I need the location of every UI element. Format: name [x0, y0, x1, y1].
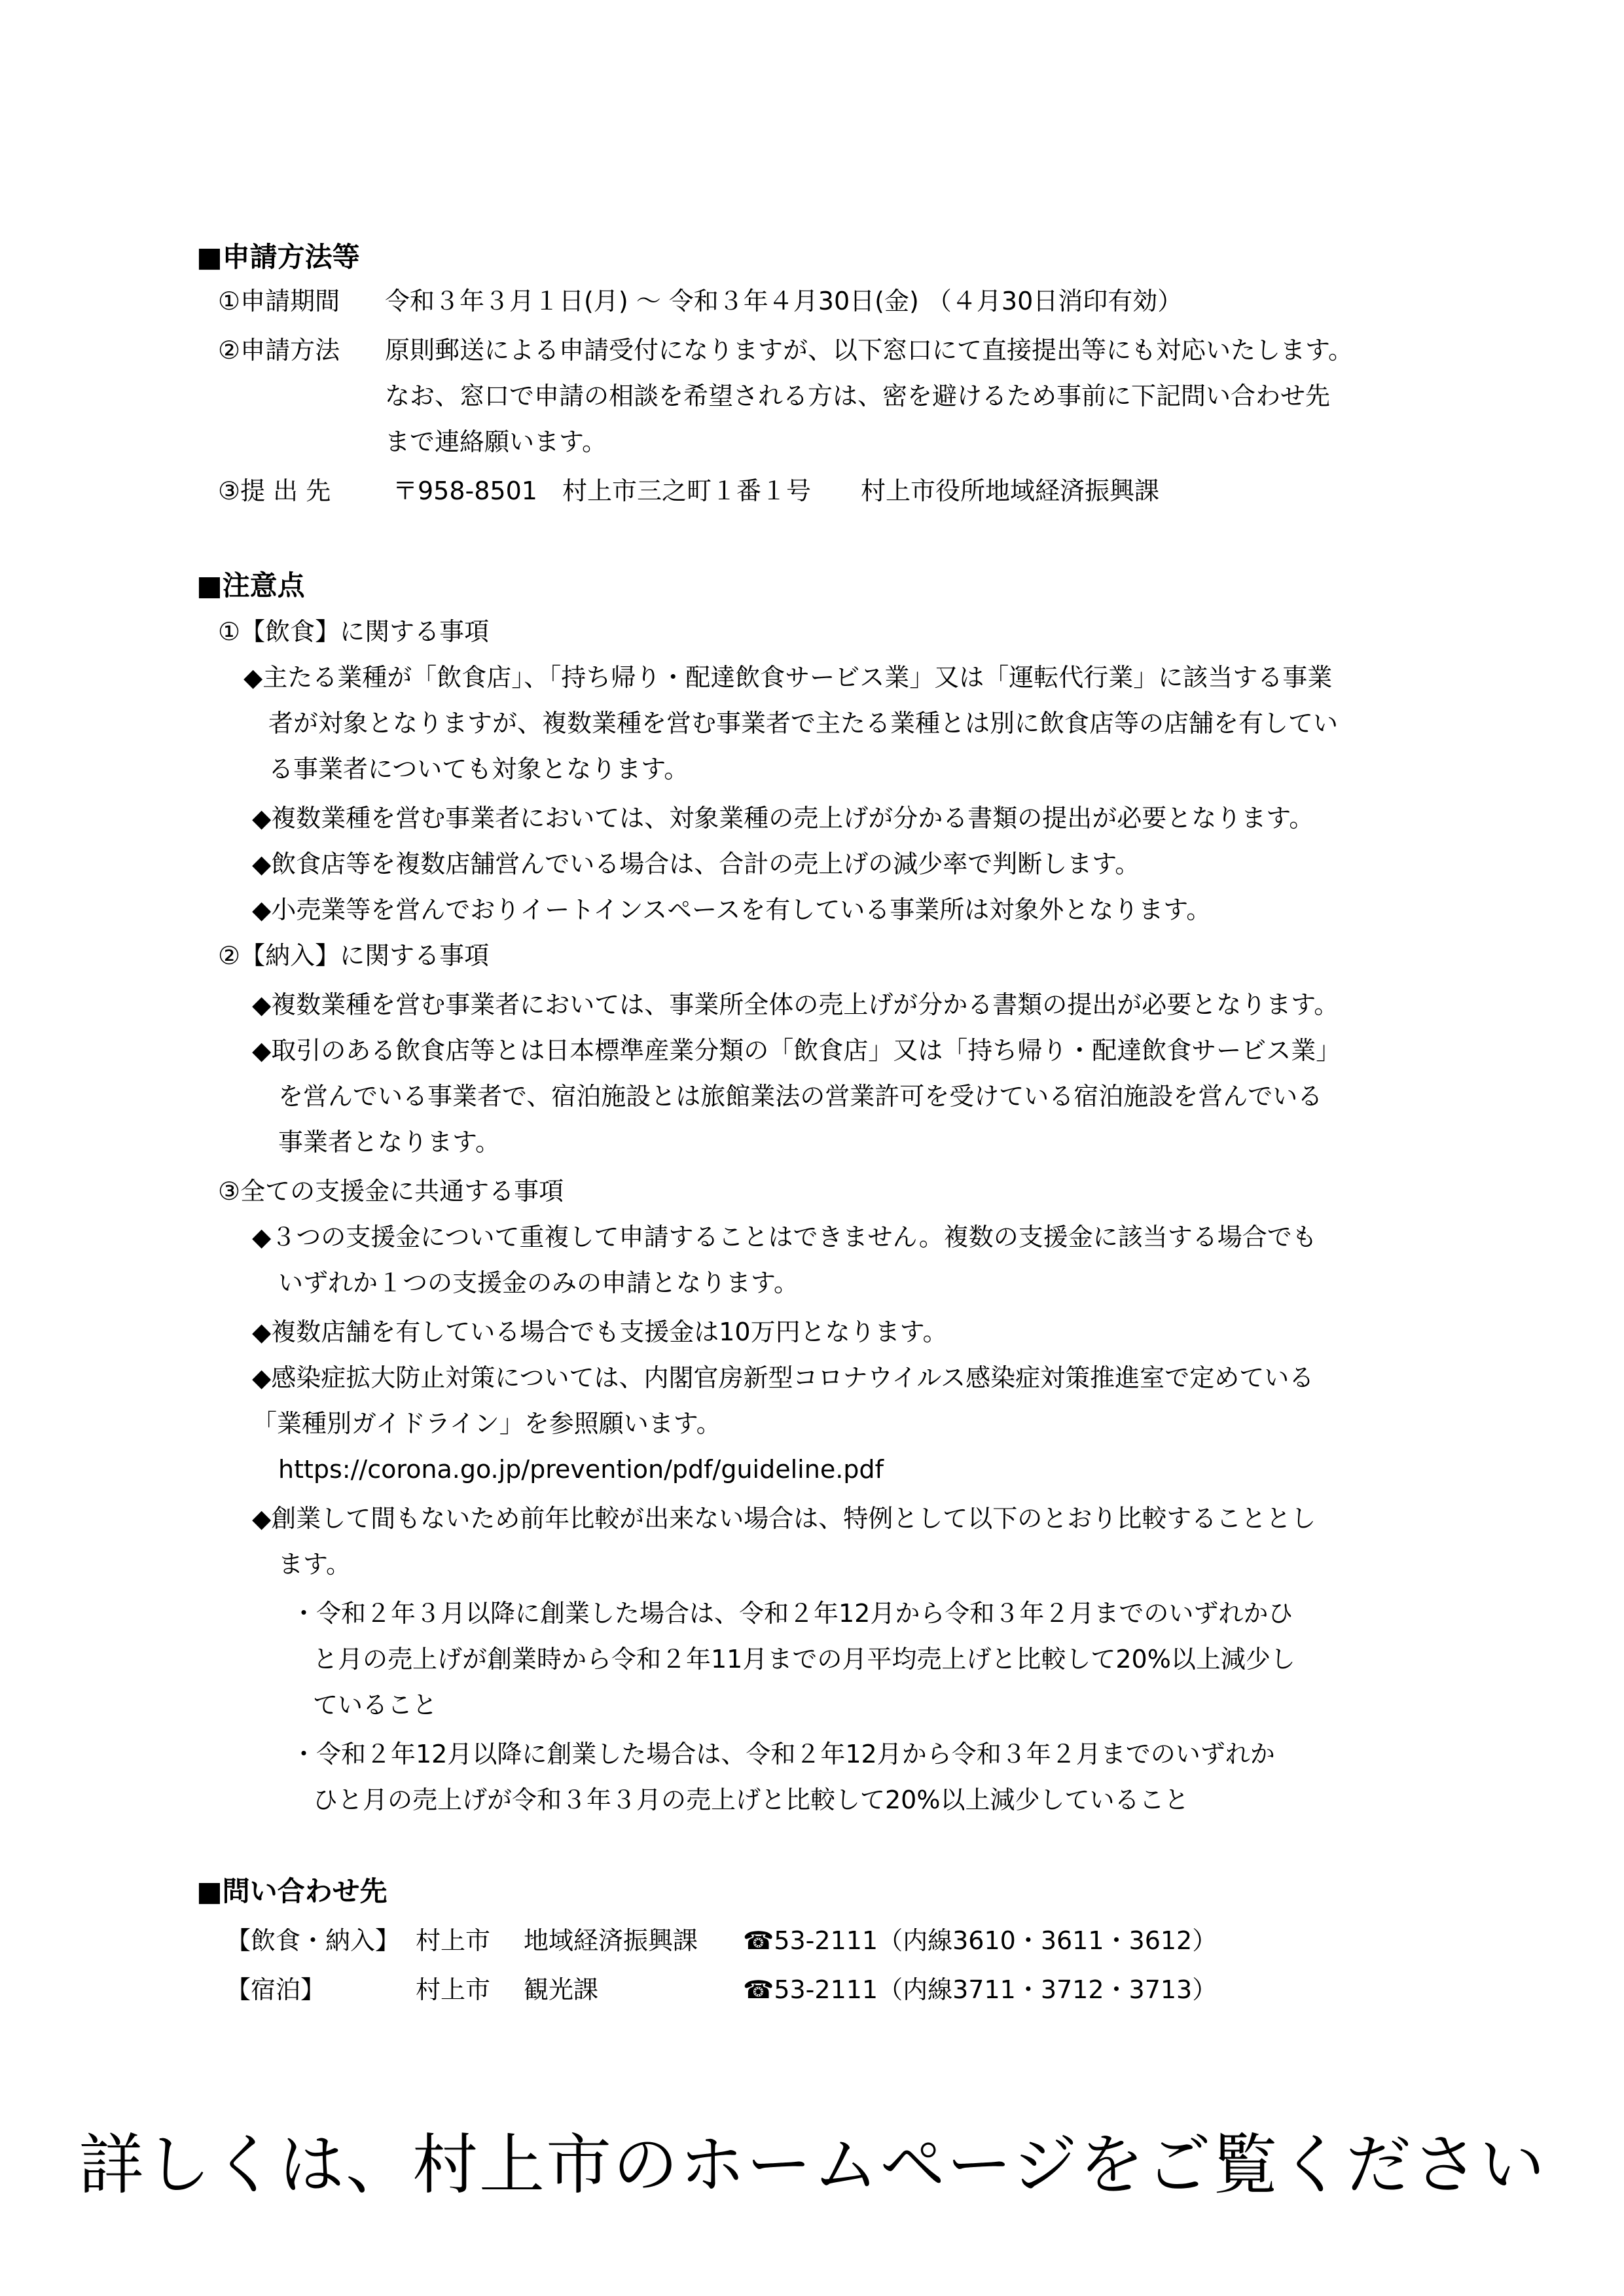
- contact-department: 観光課: [524, 1975, 599, 2004]
- contact-phone: ☎53-2111（内線3711・3712・3713）: [743, 1975, 1218, 2004]
- contact-department: 地域経済振興課: [524, 1926, 698, 1955]
- destination-value: 〒958-8501 村上市三之町１番１号 村上市役所地域経済振興課: [393, 476, 1159, 505]
- startup-case-1-line-1: ・令和２年３月以降に創業した場合は、令和２年12月から令和３年２月までのいずれかひ: [291, 1599, 1293, 1628]
- food-bullet-1-line-3: る事業者についても対象となります。: [268, 755, 689, 783]
- notes-heading: ■注意点: [196, 569, 305, 601]
- contact-phone: ☎53-2111（内線3610・3611・3612）: [743, 1926, 1218, 1955]
- startup-case-1-line-2: と月の売上げが創業時から令和２年11月までの月平均売上げと比較して20%以上減少し: [313, 1645, 1295, 1674]
- period-value: 令和３年３月１日(月) ～ 令和３年４月30日(金) （４月30日消印有効）: [385, 287, 1183, 315]
- common-bullet-4-line-1: ◆創業して間もないため前年比較が出来ない場合は、特例として以下のとおり比較することとし: [252, 1504, 1316, 1533]
- supply-bullet-2-line-3: 事業者となります。: [278, 1128, 500, 1157]
- food-bullet-4: ◆小売業等を営んでおりイートインスペースを有している事業所は対象外となります。: [252, 895, 1212, 924]
- food-bullet-1-line-1: ◆主たる業種が「飲食店」、「持ち帰り・配達飲食サービス業」又は「運転代行業」に該当する事業: [244, 663, 1333, 692]
- guideline-url[interactable]: https://corona.go.jp/prevention/pdf/guideline.pdf: [278, 1455, 884, 1484]
- contact-tag: 【飲食・納入】: [226, 1926, 401, 1955]
- method-line-1: 原則郵送による申請受付になりますが、以下窓口にて直接提出等にも対応いたします。: [385, 336, 1353, 365]
- common-bullet-1-line-2: いずれか１つの支援金のみの申請となります。: [278, 1268, 799, 1297]
- common-bullet-4-line-2: ます。: [278, 1550, 351, 1579]
- method-line-3: まで連絡願います。: [385, 427, 607, 456]
- startup-case-2-line-2: ひと月の売上げが令和３年３月の売上げと比較して20%以上減少していること: [313, 1785, 1189, 1814]
- common-bullet-3-line-2: 「業種別ガイドライン」を参照願います。: [252, 1409, 721, 1438]
- common-bullet-1-line-1: ◆３つの支援金について重複して申請することはできません。複数の支援金に該当する場合でも: [252, 1223, 1317, 1251]
- startup-case-2-line-1: ・令和２年12月以降に創業した場合は、令和２年12月から令和３年２月までのいずれか: [291, 1740, 1275, 1768]
- food-bullet-3: ◆飲食店等を複数店舗営んでいる場合は、合計の売上げの減少率で判断します。: [252, 850, 1140, 878]
- food-bullet-1-line-2: 者が対象となりますが、複数業種を営む事業者で主たる業種とは別に飲食店等の店舗を有してい: [268, 709, 1339, 738]
- homepage-notice: 詳しくは、村上市のホームページをご覧ください: [79, 2126, 1546, 2203]
- method-line-2: なお、窓口で申請の相談を希望される方は、密を避けるため事前に下記問い合わせ先: [385, 382, 1331, 410]
- period-label: ①申請期間: [218, 287, 340, 315]
- application-heading: ■申請方法等: [196, 241, 360, 273]
- common-title: ③全ての支援金に共通する事項: [218, 1177, 564, 1206]
- common-bullet-2: ◆複数店舗を有している場合でも支援金は10万円となります。: [252, 1318, 948, 1346]
- destination-label: ③提 出 先: [218, 476, 331, 505]
- supply-bullet-2-line-1: ◆取引のある飲食店等とは日本標準産業分類の「飲食店」又は「持ち帰り・配達飲食サービス業」: [252, 1036, 1341, 1065]
- method-label: ②申請方法: [218, 336, 340, 365]
- contact-heading: ■問い合わせ先: [196, 1875, 388, 1907]
- startup-case-1-line-3: ていること: [313, 1691, 438, 1719]
- supply-title: ②【納入】に関する事項: [218, 941, 490, 970]
- contact-city: 村上市: [416, 1926, 491, 1955]
- contact-tag: 【宿泊】: [226, 1975, 326, 2004]
- supply-bullet-1: ◆複数業種を営む事業者においては、事業所全体の売上げが分かる書類の提出が必要となります。: [252, 990, 1339, 1019]
- contact-city: 村上市: [416, 1975, 491, 2004]
- food-bullet-2: ◆複数業種を営む事業者においては、対象業種の売上げが分かる書類の提出が必要となります。: [252, 804, 1314, 833]
- food-title: ①【飲食】に関する事項: [218, 617, 490, 646]
- supply-bullet-2-line-2: を営んでいる事業者で、宿泊施設とは旅館業法の営業許可を受けている宿泊施設を営んでいる: [278, 1082, 1323, 1111]
- common-bullet-3-line-1: ◆感染症拡大防止対策については、内閣官房新型コロナウイルス感染症対策推進室で定めている: [252, 1363, 1314, 1392]
